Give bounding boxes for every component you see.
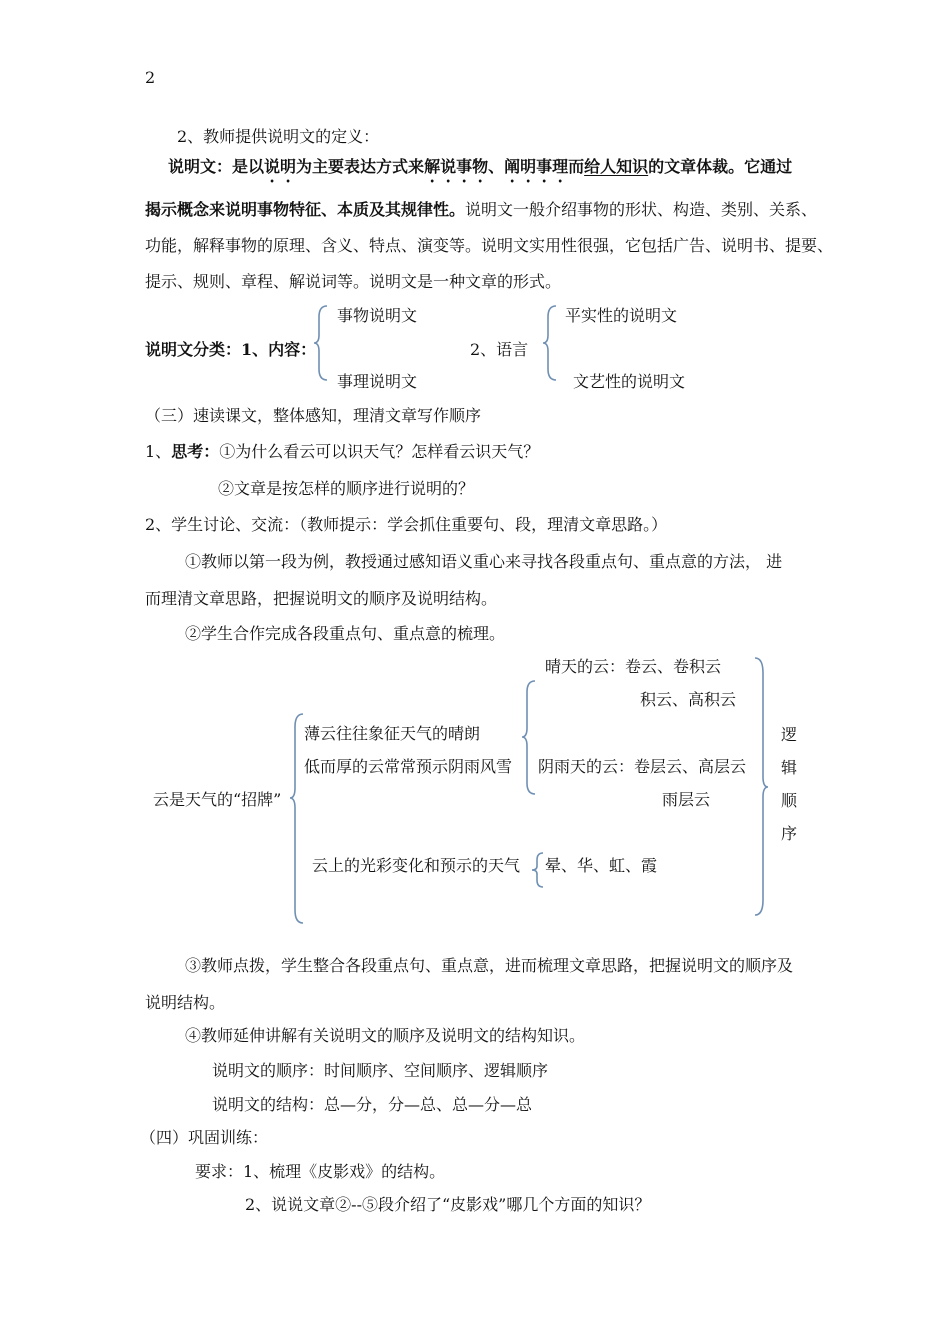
diagram-main-brace <box>289 713 305 925</box>
think-question-1: 1、思考：①为什么看云可以识天气？怎样看云识天气？ <box>145 442 540 461</box>
definition-line-3: 功能，解释事物的原理、含义、特点、演变等。说明文实用性很强，它包括广告、说明书、提要、 <box>145 236 834 255</box>
step-3-line-1: ③教师点拨，学生整合各段重点句、重点意，进而梳理文章思路，把握说明文的顺序及 <box>185 956 794 975</box>
structure-info: 说明文的结构：总—分，分—总、总—分—总 <box>212 1095 533 1114</box>
section-4-heading: （四）巩固训练： <box>140 1128 269 1147</box>
content-item-2: 事理说明文 <box>337 372 418 391</box>
step-1-line-2: 而理清文章思路，把握说明文的顺序及说明结构。 <box>145 589 498 608</box>
language-item-1: 平实性的说明文 <box>565 306 678 325</box>
requirement-2: 2、说说文章②--⑤段介绍了“皮影戏”哪几个方面的知识？ <box>245 1195 651 1214</box>
order-info: 说明文的顺序：时间顺序、空间顺序、逻辑顺序 <box>212 1061 549 1080</box>
diagram-order-char-2: 辑 <box>780 758 797 777</box>
definition-line-2: 揭示概念来说明事物特征、本质及其规律性。说明文一般介绍事物的形状、构造、类别、关系、 <box>145 200 818 219</box>
language-item-2: 文艺性的说明文 <box>573 372 686 391</box>
language-brace <box>542 305 558 381</box>
definition-term: 说明文： <box>168 157 233 176</box>
step-1-line-1: ①教师以第一段为例，教授通过感知语义重心来寻找各段重点句、重点意的方法， 进 <box>185 552 783 571</box>
content-brace <box>313 305 329 381</box>
think-question-2: ②文章是按怎样的顺序进行说明的？ <box>218 479 475 498</box>
diagram-order-char-4: 序 <box>780 824 797 843</box>
requirement-1: 要求：1、梳理《皮影戏》的结构。 <box>195 1162 446 1181</box>
diagram-phenomena-brace <box>531 852 545 888</box>
diagram-rainy-clouds: 阴雨天的云：卷层云、高层云 <box>538 757 747 776</box>
diagram-root: 云是天气的“招牌” <box>153 790 282 809</box>
diagram-branch-thin-clouds: 薄云往往象征天气的晴朗 <box>304 724 481 743</box>
definition-line-1: 说明文：是以说明为主要表达方式来解说事物、阐明事理而给人知识的文章体裁。它通过 <box>168 157 793 176</box>
diagram-order-char-3: 顺 <box>780 791 797 810</box>
step-3-line-2: 说明结构。 <box>145 993 226 1012</box>
diagram-order-brace <box>753 657 769 917</box>
diagram-sunny-clouds-cont: 积云、高积云 <box>640 690 737 709</box>
definition-line-4: 提示、规则、章程、解说词等。说明文是一种文章的形式。 <box>145 272 562 291</box>
section-2-heading: 2、教师提供说明文的定义： <box>177 127 380 146</box>
discuss-line: 2、学生讨论、交流：（教师提示：学会抓住重要句、段，理清文章思路。） <box>145 515 668 534</box>
diagram-phenomena: 晕、华、虹、霞 <box>545 856 658 875</box>
content-item-1: 事物说明文 <box>337 306 418 325</box>
page-number: 2 <box>145 68 156 87</box>
section-3-heading: （三）速读课文，整体感知，理清文章写作顺序 <box>145 406 482 425</box>
language-label: 2、语言 <box>470 340 529 359</box>
diagram-cloud-type-brace <box>521 680 537 796</box>
diagram-branch-thick-clouds: 低而厚的云常常预示阴雨风雪 <box>304 757 513 776</box>
diagram-branch-light: 云上的光彩变化和预示的天气 <box>312 856 521 875</box>
step-2-line: ②学生合作完成各段重点句、重点意的梳理。 <box>185 624 506 643</box>
diagram-rainy-clouds-cont: 雨层云 <box>662 790 711 809</box>
step-4-line: ④教师延伸讲解有关说明文的顺序及说明文的结构知识。 <box>185 1026 586 1045</box>
diagram-order-char-1: 逻 <box>780 725 797 744</box>
diagram-sunny-clouds: 晴天的云：卷云、卷积云 <box>545 657 722 676</box>
classification-label: 说明文分类：1、内容： <box>145 340 317 359</box>
